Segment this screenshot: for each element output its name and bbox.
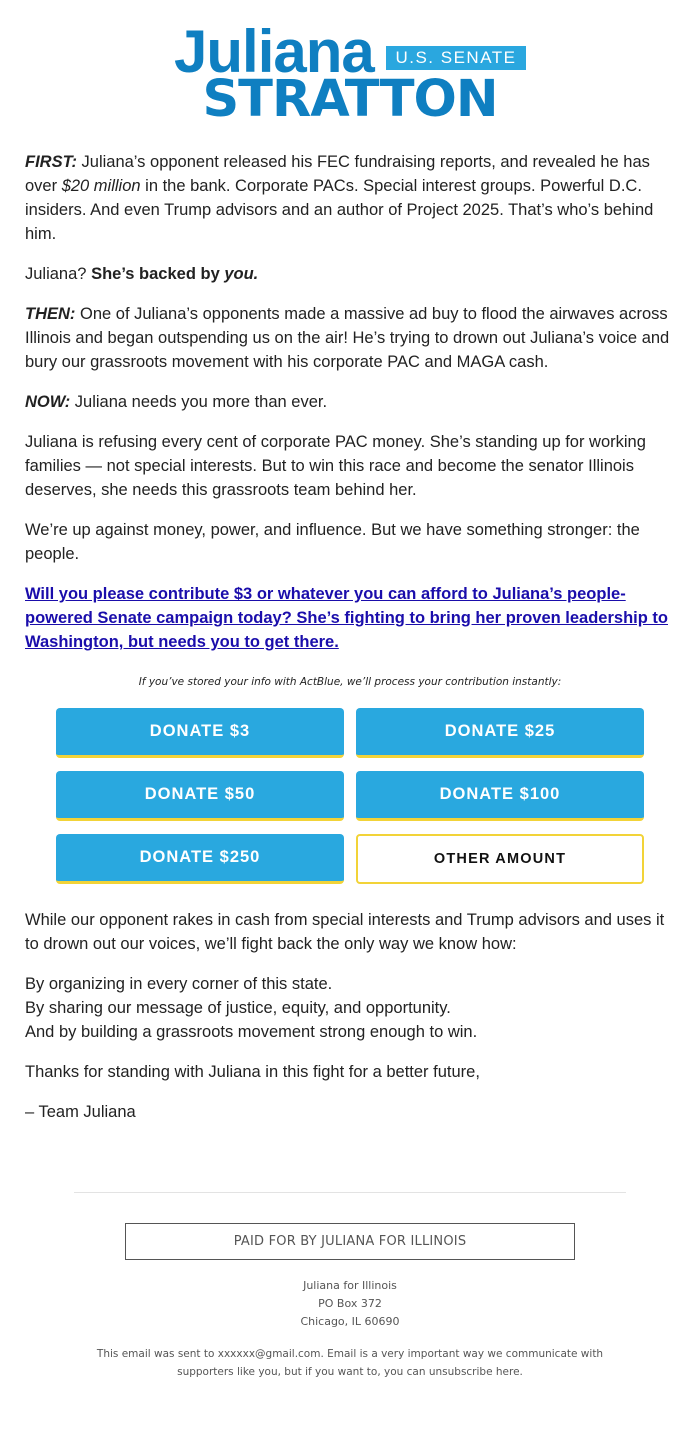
address-city: Chicago, IL 60690 [300, 1315, 400, 1328]
other-amount-button[interactable]: OTHER AMOUNT [356, 834, 644, 884]
contribute-link[interactable]: Will you please contribute $3 or whatever you can afford to Juliana’s people-powered Senate campaign today? She’s fighting to bring her proven leadership to Washington, but needs you to get there. [25, 585, 668, 651]
email-body [0, 150, 700, 1124]
donate-25-button[interactable]: DONATE $25 [356, 708, 644, 758]
campaign-logo [0, 0, 700, 150]
footer-note: This email was sent to xxxxxx@gmail.com. Email is a very important way we communicate with supporters like you, but if you want to, you can unsubscribe here. [96, 1348, 604, 1378]
actblue-note: If you’ve stored your info with ActBlue, we’ll process your contribution instantly: [138, 676, 562, 688]
paragraph-by-organizing: By organizing in every corner of this state. By sharing our message of justice, equity, and opportunity. And by building a grassroots movement strong enough to win. [25, 975, 478, 1041]
footer-divider [74, 1192, 626, 1193]
paragraph-refusing-pac: Juliana is refusing every cent of corporate PAC money. She’s standing up for working families — not special interests. But to win this race and become the senator Illinois deserves, she needs this grassroots team behind her. [25, 433, 646, 499]
unsubscribe-link[interactable]: unsubscribe here [428, 1366, 520, 1378]
donate-100-button[interactable]: DONATE $100 [356, 771, 644, 821]
paragraph-first: FIRST: Juliana’s opponent released his FEC fundraising reports, and revealed he has over $20 million in the bank. Corporate PACs. Special interest groups. Powerful D.C. insiders. And even Trump advisors and an author of Project 2025. That’s who’s behind him. [25, 153, 654, 243]
donate-buttons-grid [56, 708, 644, 884]
paragraph-now: NOW: Juliana needs you more than ever. [25, 393, 328, 411]
address-org: Juliana for Illinois [303, 1279, 397, 1292]
logo-first-name: Juliana [174, 18, 374, 85]
paid-for-disclaimer: PAID FOR BY JULIANA FOR ILLINOIS [125, 1223, 575, 1260]
address-po-box: PO Box 372 [318, 1297, 382, 1310]
paragraph-backed-by-you: Juliana? She’s backed by you. [25, 265, 259, 283]
donate-3-button[interactable]: DONATE $3 [56, 708, 344, 758]
paragraph-up-against: We’re up against money, power, and influence. But we have something stronger: the people. [25, 521, 640, 563]
signoff: – Team Juliana [25, 1103, 136, 1121]
closing-section [25, 908, 675, 1124]
mailing-address [0, 1277, 700, 1331]
donate-250-button[interactable]: DONATE $250 [56, 834, 344, 884]
paragraph-then: THEN: One of Juliana’s opponents made a massive ad buy to flood the airwaves across Illinois and began outspending us on the air! He’s trying to drown out Juliana’s voice and bury our grassroots movement with his corporate PAC and MAGA cash. [25, 305, 670, 371]
logo-last-name: STRATTON [202, 70, 498, 129]
paragraph-thanks: Thanks for standing with Juliana in this fight for a better future, [25, 1063, 480, 1081]
donate-50-button[interactable]: DONATE $50 [56, 771, 344, 821]
paragraph-opponent-rakes: While our opponent rakes in cash from special interests and Trump advisors and uses it to drown out our voices, we’ll fight back the only way we know how: [25, 911, 665, 953]
logo-senate-badge: U.S. SENATE [386, 46, 526, 70]
